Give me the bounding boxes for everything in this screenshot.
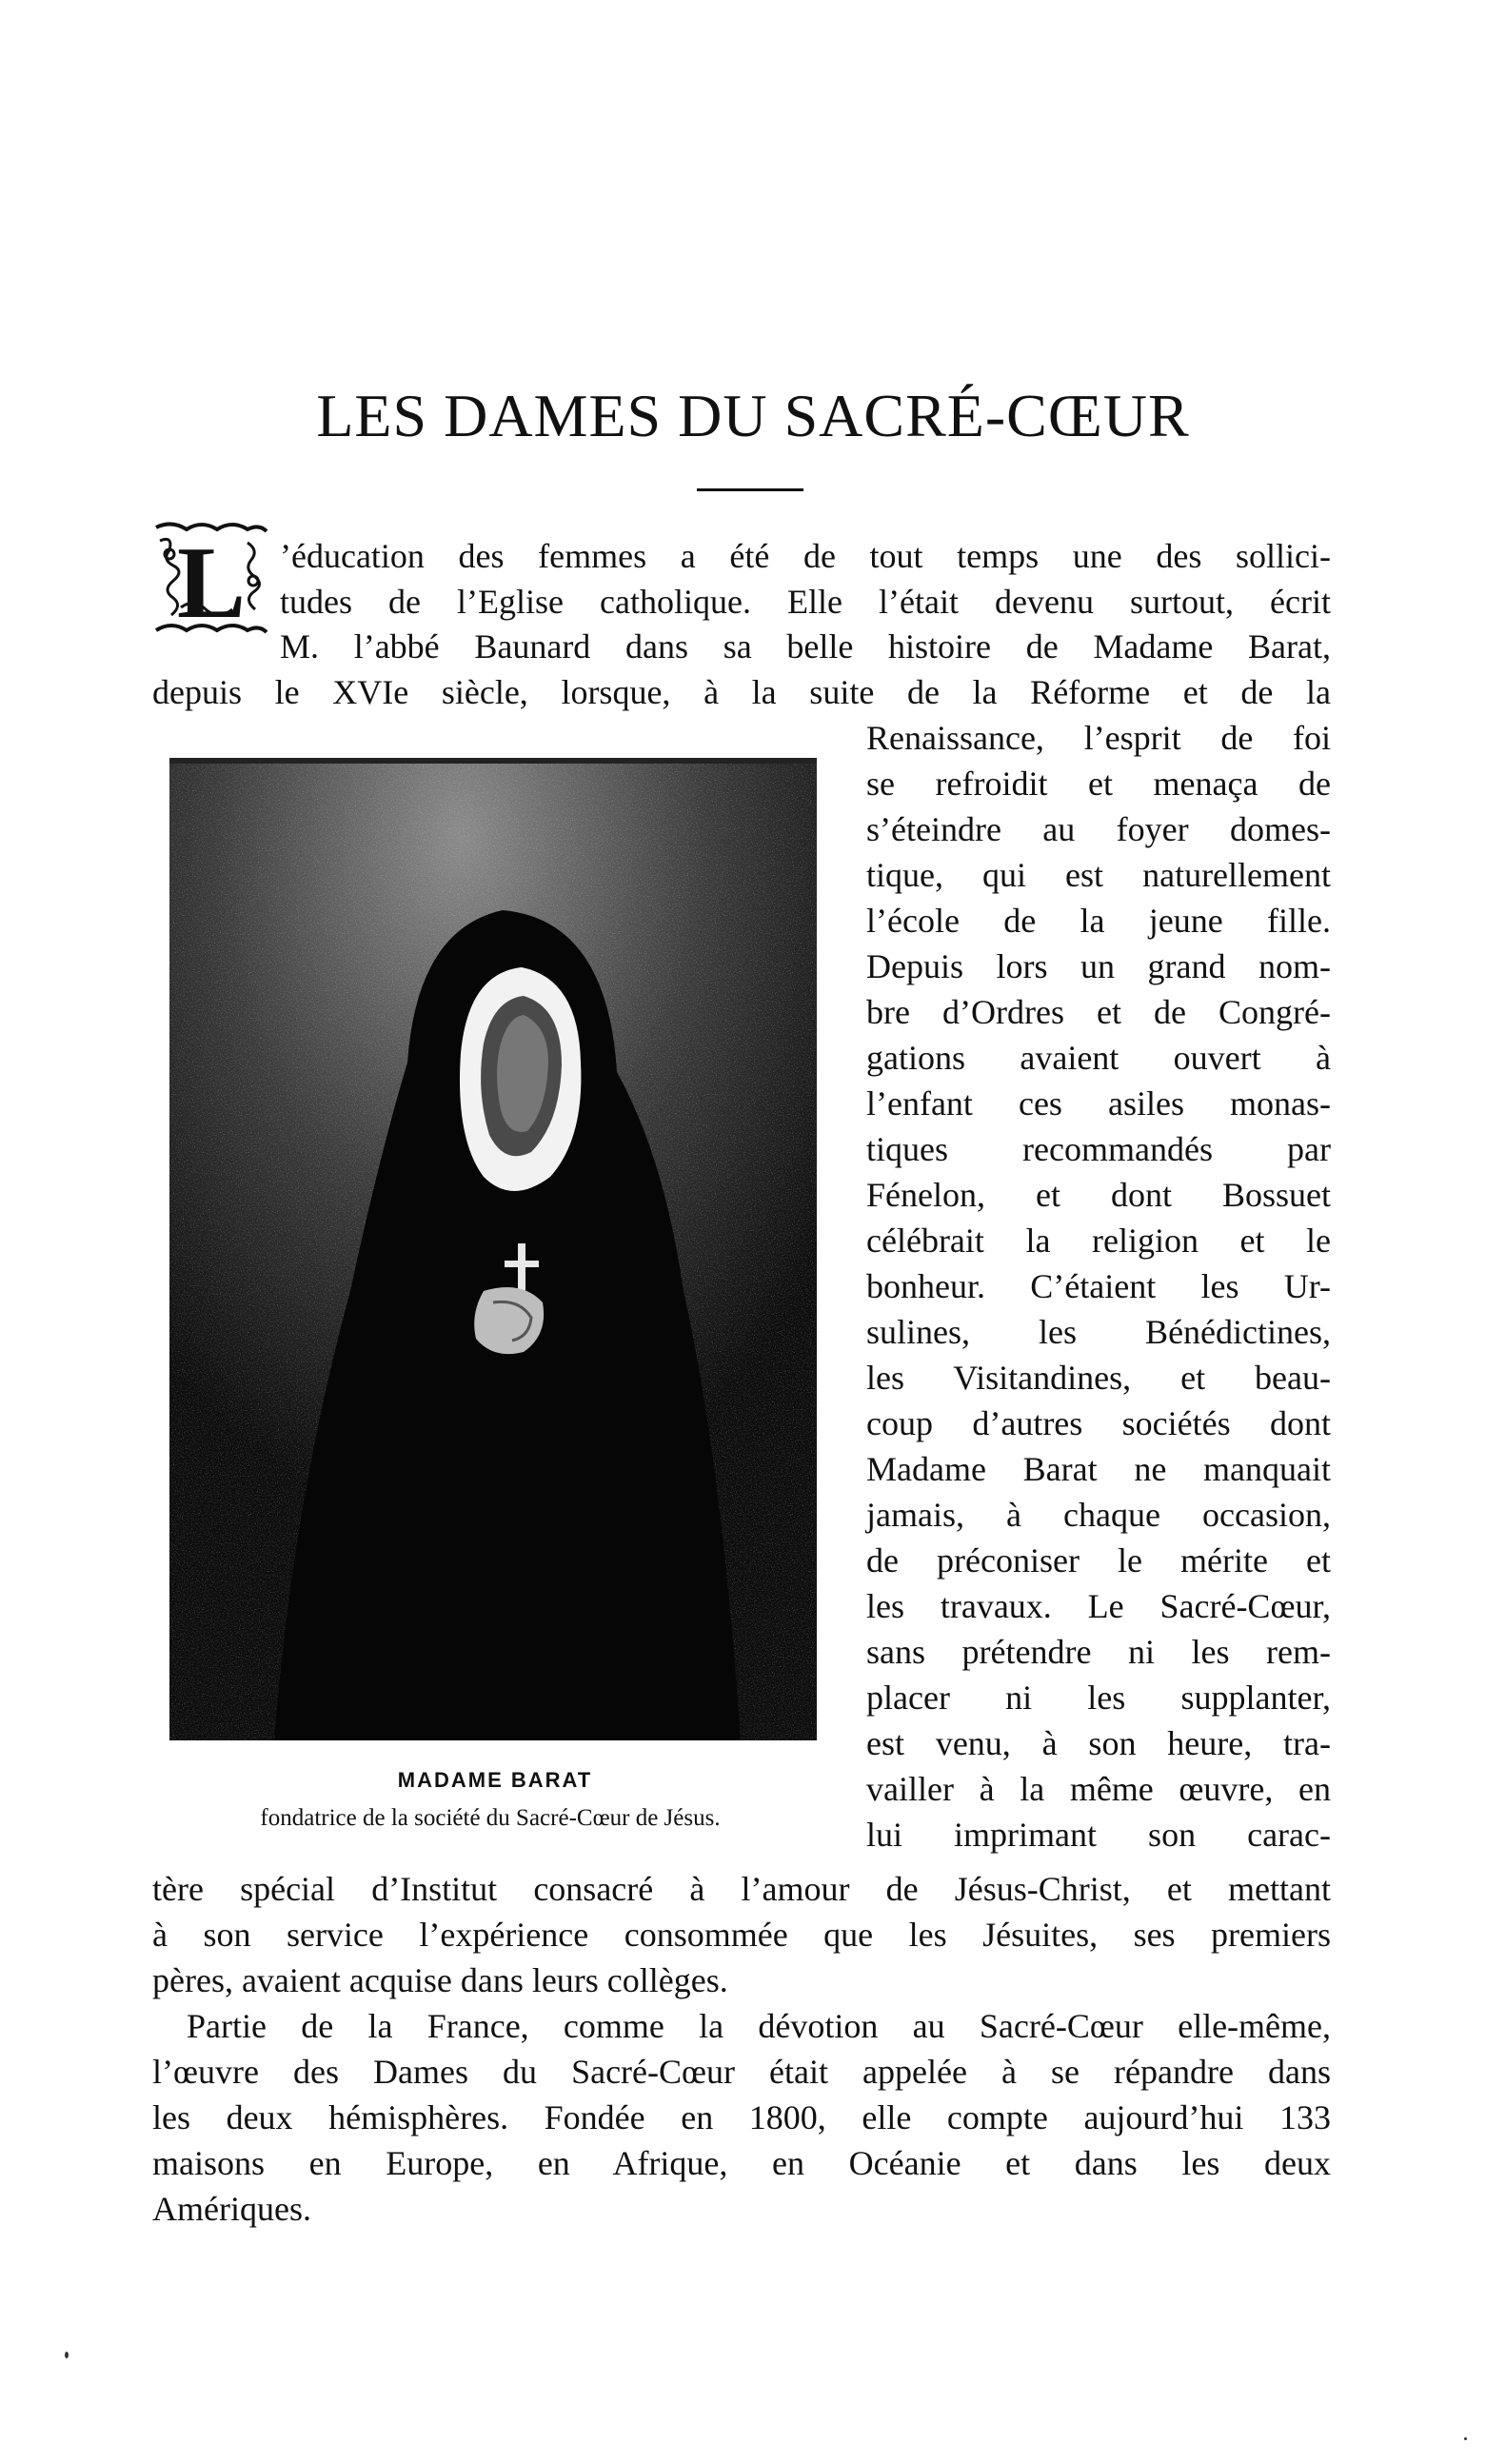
text-line: pères, avaient acquise dans leurs collèges. [152,1961,728,1999]
text-line: Partie de la France, comme la dévotion au Sacré-Cœur elle-même, [187,2007,1331,2045]
text-line: sans prétendre ni les rem- [866,1633,1331,1671]
text-line: placer ni les supplanter, [866,1679,1331,1717]
text-line: est venu, à son heure, tra- [866,1724,1331,1762]
text-line: Renaissance, l’esprit de foi [866,719,1331,757]
text-line: l’œuvre des Dames du Sacré-Cœur était appelée à se répandre dans [152,2053,1331,2091]
text-line: depuis le XVIe siècle, lorsque, à la suite de la Réforme et de la [152,673,1331,711]
text-line: ’éducation des femmes a été de tout temps une des sollici- [280,537,1331,575]
scan-speck [65,2352,69,2358]
text-line: l’école de la jeune fille. [866,902,1331,940]
text-line: tiques recommandés par [866,1130,1331,1168]
ornamental-drop-cap [152,522,270,638]
text-line: coup d’autres sociétés dont [866,1404,1331,1442]
text-line: tère spécial d’Institut consacré à l’amour de Jésus-Christ, et mettant [152,1870,1331,1908]
text-line: jamais, à chaque occasion, [866,1496,1331,1534]
page-title: LES DAMES DU SACRÉ-CŒUR [316,382,1190,449]
text-line: bre d’Ordres et de Congré- [866,993,1331,1031]
text-line: l’enfant ces asiles monas- [866,1084,1331,1123]
text-line: sulines, les Bénédictines, [866,1313,1331,1351]
title-divider [697,488,803,491]
text-line: Amériques. [152,2190,311,2228]
text-line: gations avaient ouvert à [866,1039,1331,1077]
text-line: tique, qui est naturellement [866,856,1331,894]
text-line: maisons en Europe, en Afrique, en Océanie et dans les deux [152,2144,1331,2182]
text-line: tudes de l’Eglise catholique. Elle l’était devenu surtout, écrit [280,583,1331,621]
svg-text:L: L [176,527,247,638]
text-line: célébrait la religion et le [866,1222,1331,1260]
text-line: Madame Barat ne manquait [866,1450,1331,1488]
text-line: Fénelon, et dont Bossuet [866,1176,1331,1214]
portrait-photo [169,758,817,1740]
text-line: bonheur. C’étaient les Ur- [866,1267,1331,1305]
text-line: Depuis lors un grand nom- [866,947,1331,985]
text-line: s’éteindre au foyer domes- [866,810,1331,848]
photo-caption-name: MADAME BARAT [397,1768,593,1792]
text-line: à son service l’expérience consommée que les Jésuites, ses premiers [152,1916,1331,1954]
text-line: les travaux. Le Sacré-Cœur, [866,1587,1331,1625]
text-line: vailler à la même œuvre, en [866,1770,1331,1808]
text-line: M. l’abbé Baunard dans sa belle histoire de Madame Barat, [280,627,1331,666]
text-line: les Visitandines, et beau- [866,1359,1331,1397]
scan-speck [1464,2437,1467,2440]
text-line: lui imprimant son carac- [866,1816,1331,1854]
text-line: de préconiser le mérite et [866,1541,1331,1580]
photo-caption-role: fondatrice de la société du Sacré-Cœur de Jésus. [260,1805,721,1831]
text-line: les deux hémisphères. Fondée en 1800, elle compte aujourd’hui 133 [152,2098,1331,2136]
text-line: se refroidit et menaça de [866,765,1331,803]
